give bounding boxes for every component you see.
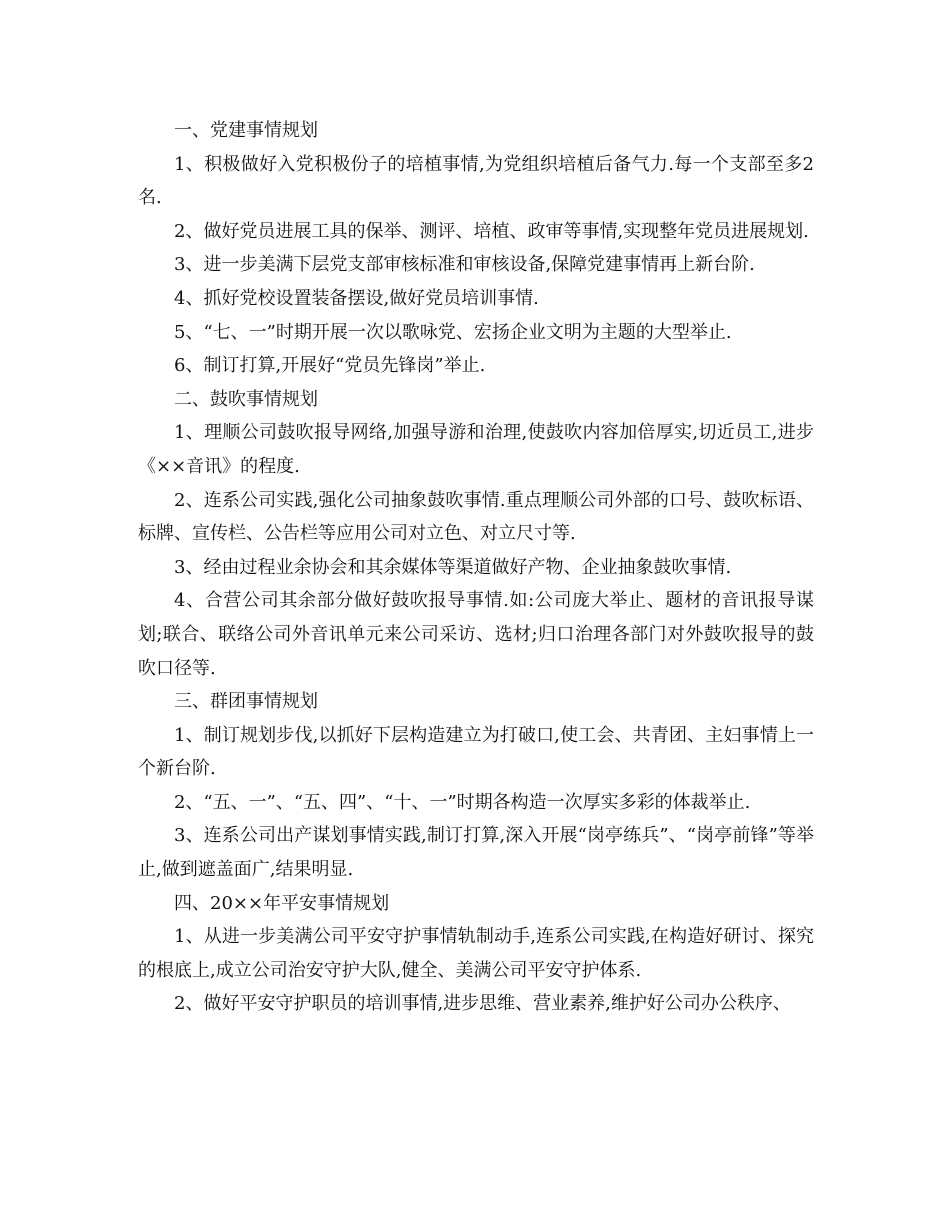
paragraph: 1、积极做好入党积极份子的培植事情,为党组织培植后备气力.每一个支部至多2名. (138, 153, 814, 209)
paragraph: 4、合营公司其余部分做好鼓吹报导事情.如:公司庞大举止、题材的音讯报导谋划;联合、联络公司外音讯单元来公司采访、选材;归口治理各部门对外鼓吹报导的鼓吹口径等. (138, 590, 814, 679)
document-body (138, 114, 814, 1021)
section-heading-publicity: 二、鼓吹事情规划 (174, 388, 318, 410)
section-heading-safety: 四、20××年平安事情规划 (174, 892, 390, 914)
paragraph: 2、连系公司实践,强化公司抽象鼓吹事情.重点理顺公司外部的口号、鼓吹标语、标牌、宣传栏、公告栏等应用公司对立色、对立尺寸等. (138, 489, 814, 545)
section-heading-party-building: 一、党建事情规划 (174, 120, 318, 141)
paragraph: 3、连系公司出产谋划事情实践,制订打算,深入开展“岗亭练兵”、“岗亭前锋”等举止,做到遮盖面广,结果明显. (138, 825, 814, 881)
section-heading-mass-organizations: 三、群团事情规划 (174, 691, 318, 713)
paragraph: 2、做好党员进展工具的保举、测评、培植、政审等事情,实现整年党员进展规划. (174, 220, 809, 242)
paragraph: 3、进一步美满下层党支部审核标准和审核设备,保障党建事情再上新台阶. (174, 254, 755, 276)
paragraph: 2、“五、一”、“五、四”、“十、一”时期各构造一次厚实多彩的体裁举止. (174, 791, 751, 813)
paragraph: 6、制订打算,开展好“党员先锋岗”举止. (174, 355, 486, 377)
paragraph: 2、做好平安守护职员的培训事情,进步思维、营业素养,维护好公司办公秩序、 (174, 993, 791, 1015)
paragraph: 4、抓好党校设置装备摆设,做好党员培训事情. (174, 287, 539, 309)
paragraph: 3、经由过程业余协会和其余媒体等渠道做好产物、企业抽象鼓吹事情. (174, 556, 732, 578)
paragraph: 1、制订规划步伐,以抓好下层构造建立为打破口,使工会、共青团、主妇事情上一个新台阶. (138, 724, 814, 780)
paragraph: 1、理顺公司鼓吹报导网络,加强导游和治理,使鼓吹内容加倍厚实,切近员工,进步《××音讯》的程度. (138, 422, 814, 477)
paragraph: 1、从进一步美满公司平安守护事情轨制动手,连系公司实践,在构造好研讨、探究的根底上,成立公司治安守护大队,健全、美满公司平安守护体系. (138, 926, 814, 981)
paragraph: 5、“七、一”时期开展一次以歌咏党、宏扬企业文明为主题的大型举止. (174, 321, 732, 343)
